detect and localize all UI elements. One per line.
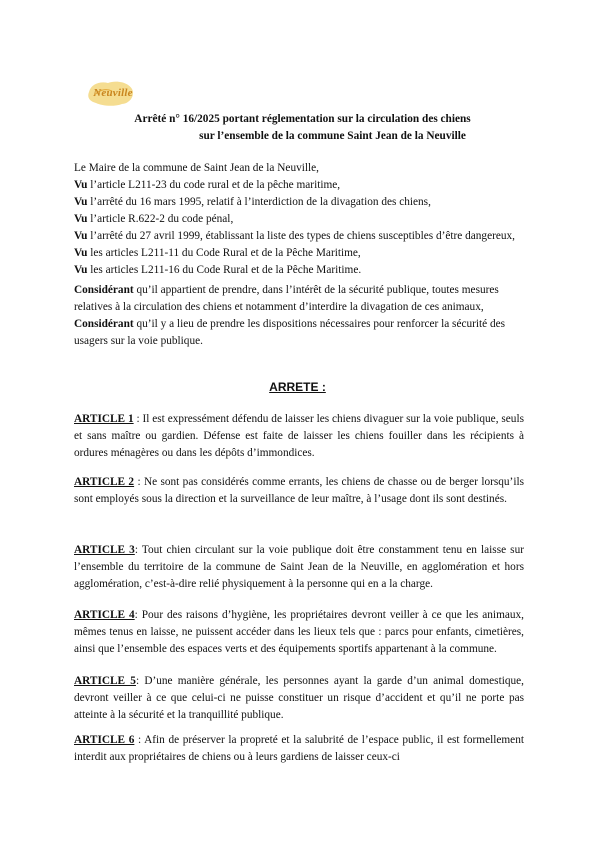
preamble xyxy=(74,160,524,350)
article-4: ARTICLE 4: Pour des raisons d’hygiène, les propriétaires devront veiller à ce que les animaux, mêmes tenus en laisse, ne puissent accéder dans les lieux tels que : parcs pour enfants, cimetières, ainsi que l’ensemble des espaces verts et des équipements sportifs appartenant à la commune. xyxy=(74,609,524,655)
article-3: ARTICLE 3: Tout chien circulant sur la voie publique doit être constamment tenu en laisse sur l’ensemble du territoire de la commune de Saint Jean de la Neuville, en agglomération et hors agglomération, c’est-à-dire relié physiquement à la personne qui en a la charge. xyxy=(74,544,524,590)
title-line-1: Arrêté n° 16/2025 portant réglementation sur la circulation des chiens xyxy=(134,113,471,125)
article-label: ARTICLE 1 xyxy=(74,413,134,425)
article-text: Il est expressément défendu de laisser les chiens divaguer sur la voie publique, seuls et sans maître ou gardien. Défense est faite de laisser les chiens fouiller dans les récipients à ordures ménagères ou dans les dépôts d’immondices. xyxy=(74,413,524,459)
article-text: Afin de préserver la propreté et la salubrité de l’espace public, il est formellement interdit aux propriétaires de chiens ou à leurs gardiens de laisser ceux-ci xyxy=(74,734,524,763)
article-2: ARTICLE 2 : Ne sont pas considérés comme errants, les chiens de chasse ou de berger lorsqu’ils sont employés sous la direction et la surveillance de leur maître, à l’usage dont ils sont destinés. xyxy=(74,476,524,505)
article-label: ARTICLE 2 xyxy=(74,476,135,488)
logo-text: Neuville xyxy=(93,87,133,99)
commune-logo xyxy=(86,78,136,108)
article-label: ARTICLE 3 xyxy=(74,544,135,556)
vu-line: Vu les articles L211-16 du Code Rural et de la Pêche Maritime. xyxy=(74,264,362,276)
maire-line: Le Maire de la commune de Saint Jean de la Neuville, xyxy=(74,162,319,174)
vu-line: Vu les articles L211-11 du Code Rural et de la Pêche Maritime, xyxy=(74,247,361,259)
vu-line: Vu l’arrêté du 16 mars 1995, relatif à l’interdiction de la divagation des chiens, xyxy=(74,196,431,208)
article-text: D’une manière générale, les personnes ayant la garde d’un animal domestique, devront veiller à ce que celui-ci ne puisse constituer un risque d’accident et qu’il ne porte pas atteinte à la sécurité et la tranquillité publique. xyxy=(74,675,524,721)
vu-line: Vu l’article R.622-2 du code pénal, xyxy=(74,213,234,225)
considerant-line: Considérant qu’il y a lieu de prendre les dispositions nécessaires pour renforcer la sécurité des usagers sur la voie publique. xyxy=(74,318,506,347)
article-5: ARTICLE 5: D’une manière générale, les personnes ayant la garde d’un animal domestique, devront veiller à ce que celui-ci ne puisse constituer un risque d’accident et qu’il ne porte pas atteinte à la sécurité et la tranquillité publique. xyxy=(74,675,524,721)
title-line-2: sur l’ensemble de la commune Saint Jean de la Neuville xyxy=(199,130,466,142)
article-1: ARTICLE 1 : Il est expressément défendu de laisser les chiens divaguer sur la voie publique, seuls et sans maître ou gardien. Défense est faite de laisser les chiens fouiller dans les récipients à ordures ménagères ou dans les dépôts d’immondices. xyxy=(74,413,524,459)
article-label: ARTICLE 4 xyxy=(74,609,135,621)
vu-line: Vu l’arrêté du 27 avril 1999, établissant la liste des types de chiens susceptibles d’être dangereux, xyxy=(74,230,515,242)
article-label: ARTICLE 6 xyxy=(74,734,135,746)
article-text: Tout chien circulant sur la voie publique doit être constamment tenu en laisse sur l’ensemble du territoire de la commune de Saint Jean de la Neuville, en agglomération et hors agglomération, c’est-à-dire relié physiquement à la personne qui en a la charge. xyxy=(74,544,524,590)
considerant-line: Considérant qu’il appartient de prendre, dans l’intérêt de la sécurité publique, toutes mesures relatives à la circulation des chiens et notamment d’interdire la divagation de ces animaux, xyxy=(74,284,499,313)
arrete-heading: ARRETE : xyxy=(269,380,326,394)
article-6: ARTICLE 6 : Afin de préserver la propreté et la salubrité de l’espace public, il est formellement interdit aux propriétaires de chiens ou à leurs gardiens de laisser ceux-ci xyxy=(74,734,524,763)
document-title xyxy=(0,111,595,145)
article-label: ARTICLE 5 xyxy=(74,675,136,687)
vu-line: Vu l’article L211-23 du code rural et de la pêche maritime, xyxy=(74,179,341,191)
article-text: Ne sont pas considérés comme errants, les chiens de chasse ou de berger lorsqu’ils sont employés sous la direction et la surveillance de leur maître, à l’usage dont ils sont destinés. xyxy=(74,476,524,505)
article-text: Pour des raisons d’hygiène, les propriétaires devront veiller à ce que les animaux, mêmes tenus en laisse, ne puissent accéder dans les lieux tels que : parcs pour enfants, cimetières, ainsi que l’ensemble des espaces verts et des équipements sportifs appartenant à la commune. xyxy=(74,609,524,655)
